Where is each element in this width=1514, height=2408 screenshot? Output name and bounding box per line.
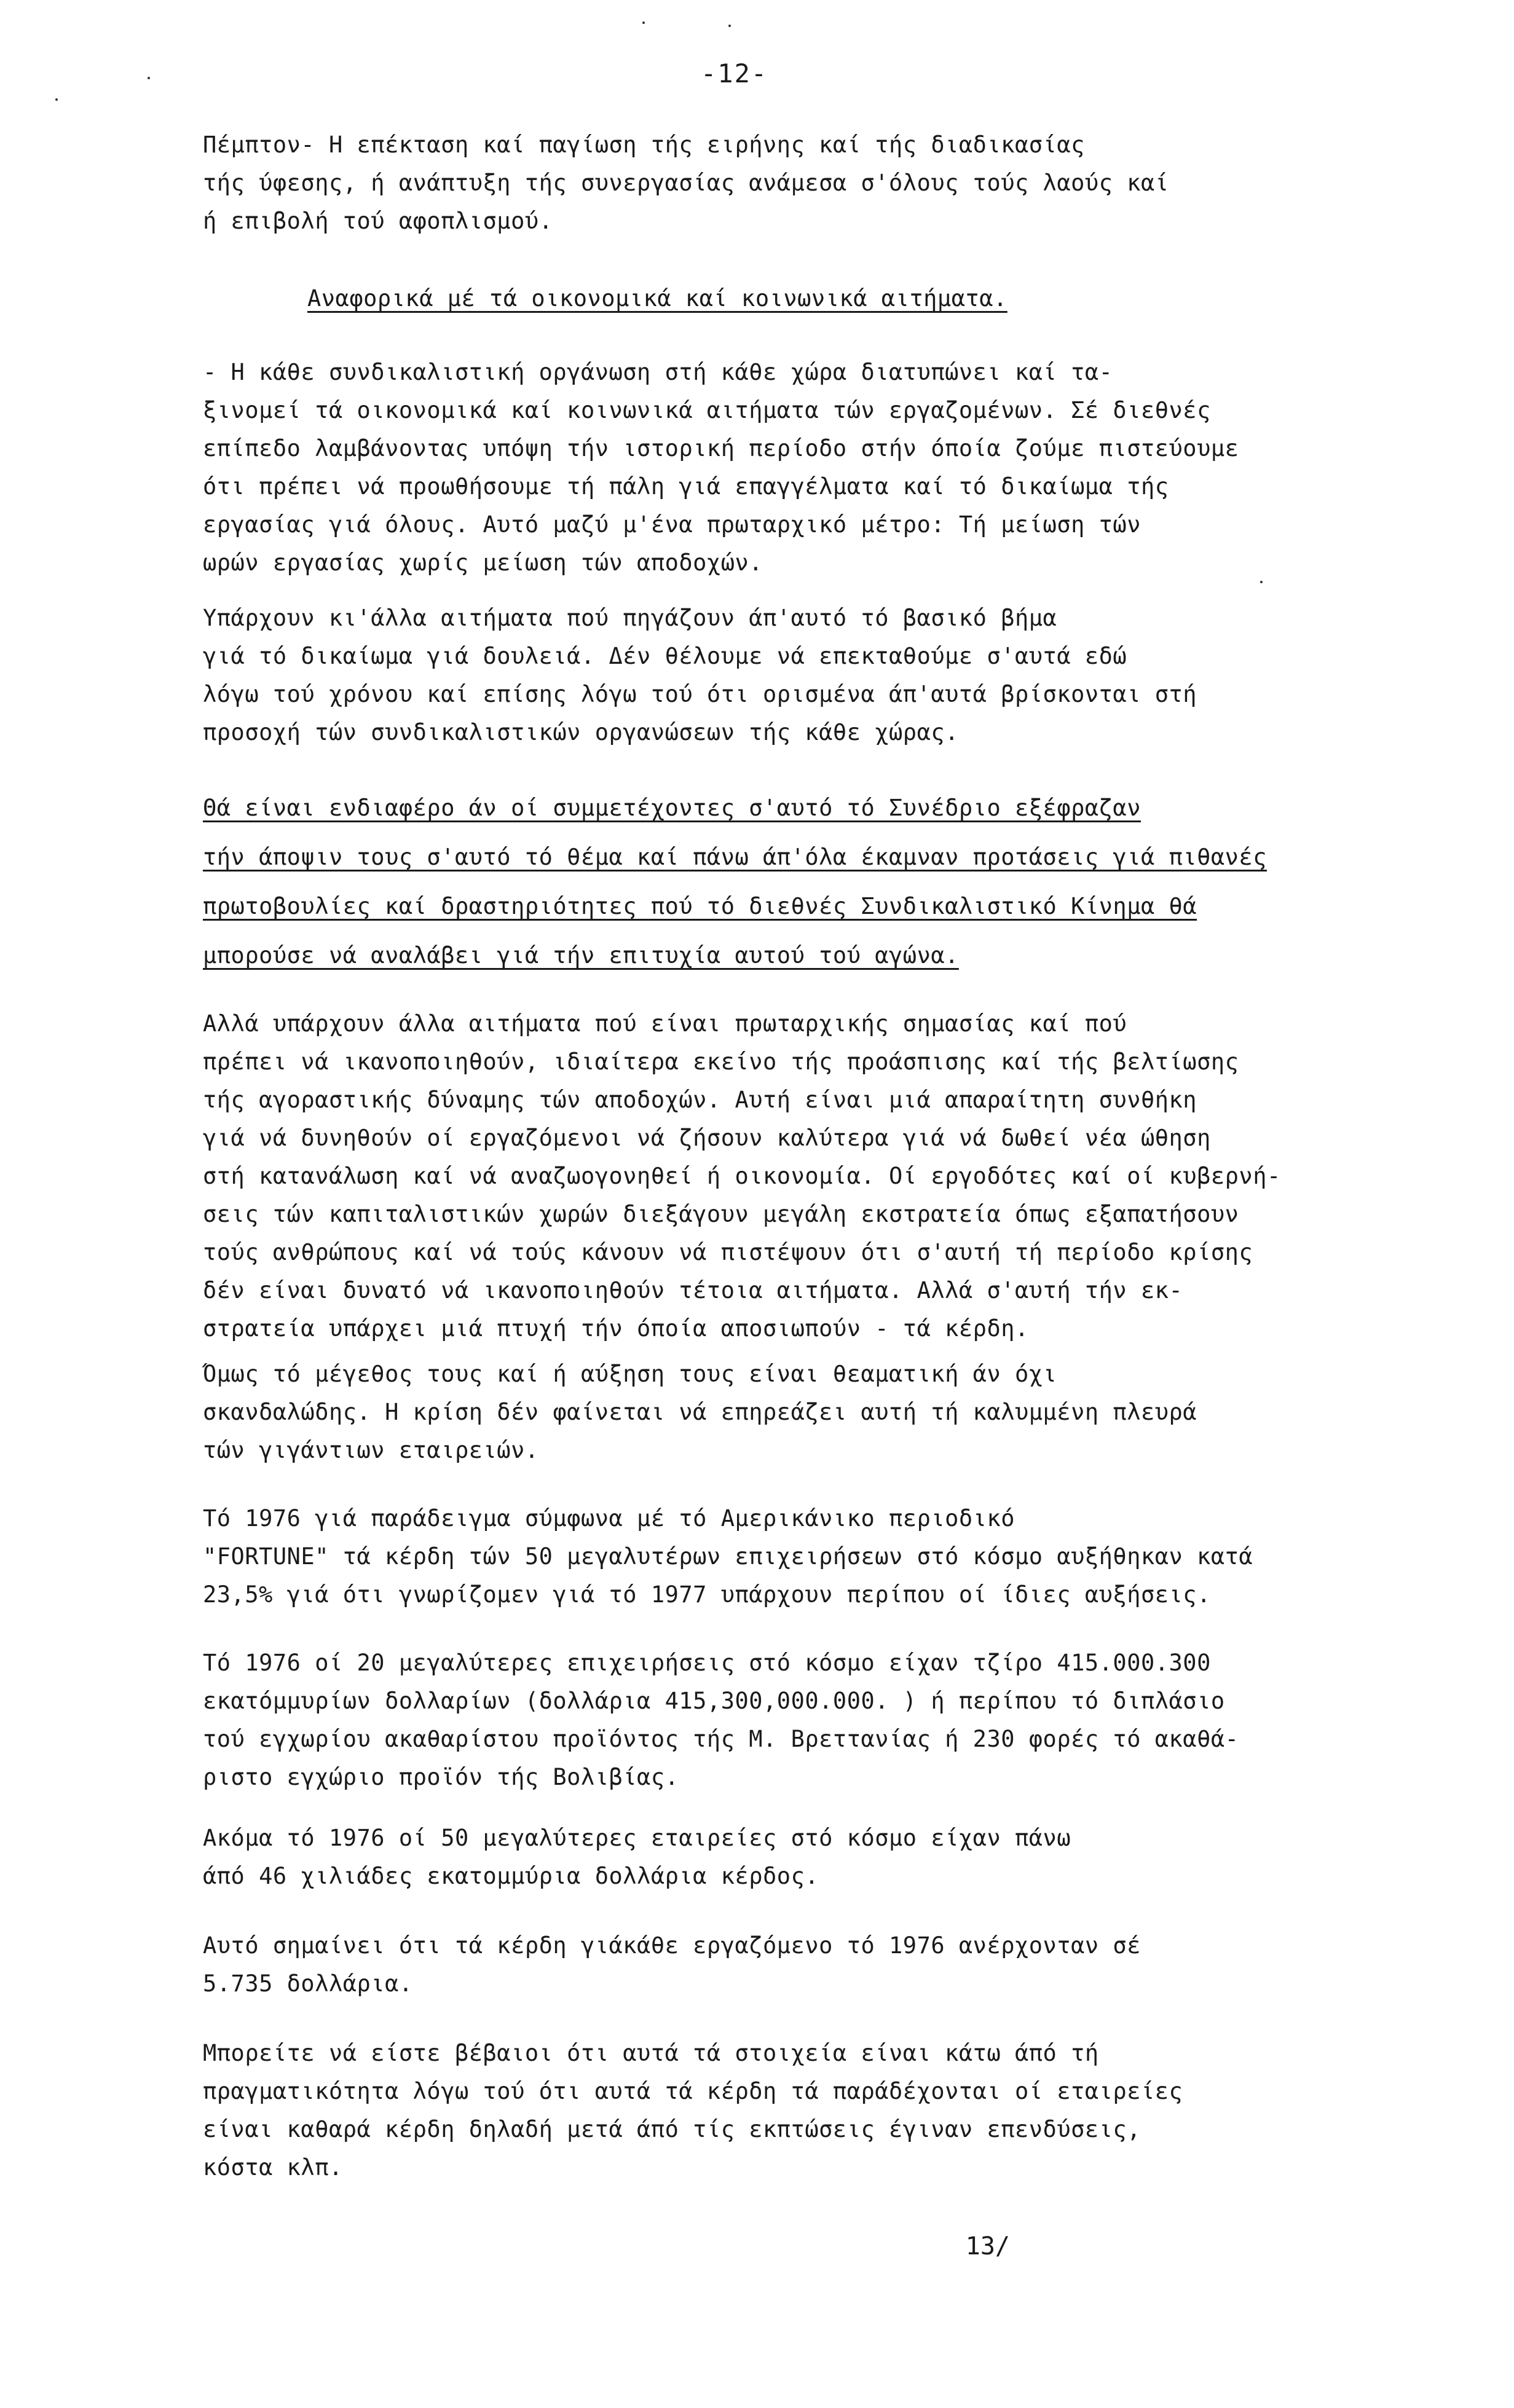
paragraph-congress-opinion: Θά είναι ενδιαφέρο άν οί συμμετέχοντες σ'αυτό τό Συνέδριο εξέφραζαν τήν άποψιν τους σ'αυτό τό θέμα καί πάνω άπ'όλα έκαμναν προτάσεις γιά πιθανές πρωτοβουλίες καί δραστηριότητες πού τό διεθνές Συνδικαλιστικό Κίνημα θά μπορούσε νά αναλάβει γιά τήν επιτυχία αυτού τού αγώνα.: [203, 795, 1267, 969]
paragraph-fifth-point: Πέμπτον- Η επέκταση καί παγίωση τής ειρήνης καί τής διαδικασίας τής ύφεσης, ή ανάπτυξη τής συνεργασίας ανάμεσα σ'όλους τούς λαούς καί ή επιβολή τού αφοπλισμού.: [203, 132, 1169, 234]
scan-speck: [642, 22, 645, 24]
paragraph-purchasing-power: Αλλά υπάρχουν άλλα αιτήματα πού είναι πρωταρχικής σημασίας καί πού πρέπει νά ικανοποιηθούν, ιδιαίτερα εκείνο τής προάσπισης καί τής βελτίωσης τής αγοραστικής δύναμης τών αποδοχών. Αυτή είναι μιά απαραίτητη συνθήκη γιά νά δυνηθούν οί εργαζόμενοι νά ζήσουν καλύτερα γιά νά δωθεί νέα ώθηση στή κατανάλωση καί νά αναζωογονηθεί ή οικονομία. Οί εργοδότες καί οί κυβερνή- σεις τών καπιταλιστικών χωρών διεξάγουν μεγάλη εκστρατεία όπως εξαπατήσουν τούς ανθρώπους καί νά τούς κάνουν νά πιστέψουν ότι σ'αυτή τή περίοδο κρίσης δέν είναι δυνατό νά ικανοποιηθούν τέτοια αιτήματα. Αλλά σ'αυτή τήν εκ- στρατεία υπάρχει μιά πτυχή τήν όποία αποσιωπούν - τά κέρδη.: [203, 1010, 1281, 1342]
paragraph-profit-per-worker: Αυτό σημαίνει ότι τά κέρδη γιάκάθε εργαζόμενο τό 1976 ανέρχονταν σέ 5.735 δολλάρια.: [203, 1932, 1141, 1997]
scan-speck: [55, 98, 58, 101]
scan-speck: [148, 77, 150, 79]
continuation-marker: 13/: [965, 2232, 1010, 2260]
section-heading-economic-social-demands: Αναφορικά μέ τά οικονομικά καί κοινωνικά αιτήματα.: [307, 285, 1007, 312]
paragraph-profit-size: Όμως τό μέγεθος τους καί ή αύξηση τους είναι θεαματική άν όχι σκανδαλώδης. Η κρίση δέν φαίνεται νά επηρεάζει αυτή τή καλυμμένη πλευρά τών γιγάντιων εταιρειών.: [203, 1361, 1197, 1463]
scan-speck: [1260, 581, 1263, 583]
page-number: -12-: [701, 58, 768, 89]
paragraph-fortune-1976: Τό 1976 γιά παράδειγμα σύμφωνα μέ τό Αμερικάνικο περιοδικό "FORTUNE" τά κέρδη τών 50 μεγαλυτέρων επιχειρήσεων στό κόσμο αυξήθηκαν κατά 23,5% γιά ότι γνωρίζομεν γιά τό 1977 υπάρχουν περίπου οί ίδιες αυξήσεις.: [203, 1505, 1253, 1608]
paragraph-union-demands: - Η κάθε συνδικαλιστική οργάνωση στή κάθε χώρα διατυπώνει καί τα- ξινομεί τά οικονομικά καί κοινωνικά αιτήματα τών εργαζομένων. Σέ διεθνές επίπεδο λαμβάνοντας υπόψη τήν ιστορική περίοδο στήν όποία ζούμε πιστεύουμε ότι πρέπει νά προωθήσουμε τή πάλη γιά επαγγέλματα καί τό δικαίωμα τής εργασίας γιά όλους. Αυτό μαζύ μ'ένα πρωταρχικό μέτρο: Τή μείωση τών ωρών εργασίας χωρίς μείωση τών αποδοχών.: [203, 359, 1239, 576]
paragraph-figures-below-reality: Μπορείτε νά είστε βέβαιοι ότι αυτά τά στοιχεία είναι κάτω άπό τή πραγματικότητα λόγω τού ότι αυτά τά κέρδη τά παράδέχονται οί εταιρείες είναι καθαρά κέρδη δηλαδή μετά άπό τίς εκπτώσεις έγιναν επενδύσεις, κόστα κλπ.: [203, 2040, 1183, 2181]
paragraph-profits-46-billion: Ακόμα τό 1976 οί 50 μεγαλύτερες εταιρείες στό κόσμο είχαν πάνω άπό 46 χιλιάδες εκατομμύρια δολλάρια κέρδος.: [203, 1825, 1071, 1889]
scan-speck: [728, 25, 731, 27]
paragraph-turnover-1976: Τό 1976 οί 20 μεγαλύτερες επιχειρήσεις στό κόσμο είχαν τζίρο 415.000.300 εκατόμμυρίων δολλαρίων (δολλάρια 415,300,000.000. ) ή περίπου τό διπλάσιο τού εγχωρίου ακαθαρίστου προϊόντος τής Μ. Βρεττανίας ή 230 φορές τό ακαθά- ριστο εγχώριο προϊόν τής Βολιβίας.: [203, 1650, 1239, 1790]
paragraph-other-demands: Υπάρχουν κι'άλλα αιτήματα πού πηγάζουν άπ'αυτό τό βασικό βήμα γιά τό δικαίωμα γιά δουλειά. Δέν θέλουμε νά επεκταθούμε σ'αυτά εδώ λόγω τού χρόνου καί επίσης λόγω τού ότι ορισμένα άπ'αυτά βρίσκονται στή προσοχή τών συνδικαλιστικών οργανώσεων τής κάθε χώρας.: [203, 605, 1197, 746]
